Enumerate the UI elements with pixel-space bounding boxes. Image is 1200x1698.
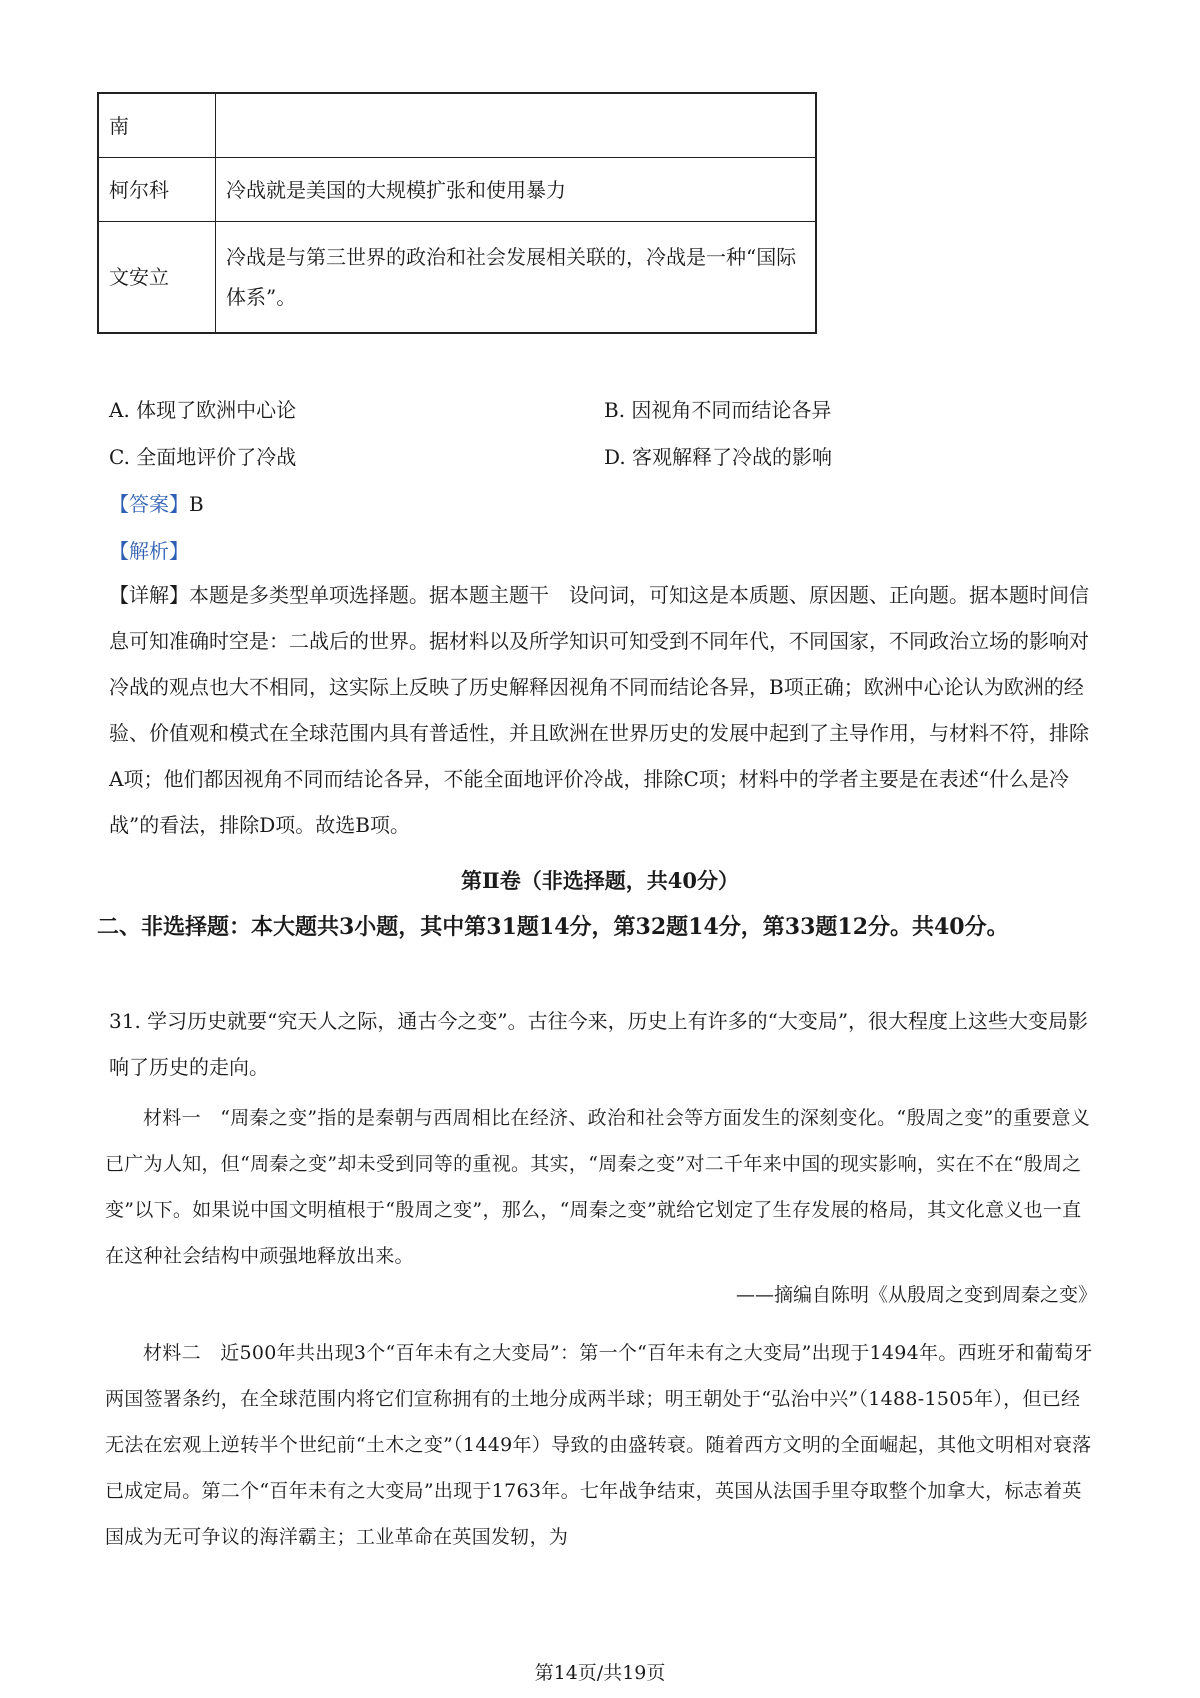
historian-views-table (97, 92, 817, 334)
detail-paragraph (109, 572, 1097, 848)
option-d: D. 客观解释了冷战的影响 (604, 445, 833, 469)
answer-value: B (189, 492, 204, 516)
section-heading: 二、非选择题：本大题共3小题，其中第31题14分，第32题14分，第33题12分。共40分。 (97, 914, 1009, 940)
historian-view: 冷战是与第三世界的政治和社会发展相关联的，冷战是一种“国际体系”。 (216, 222, 817, 334)
historian-name: 南 (98, 93, 216, 158)
table-row (98, 93, 816, 158)
material-2: 材料二 近500年共出现3个“百年未有之大变局”：第一个“百年未有之大变局”出现于1494年。西班牙和葡萄牙两国签署条约，在全球范围内将它们宣称拥有的土地分成两半球；明王朝处于“弘治中兴”（1488-1505年），但已经无法在宏观上逆转半个世纪前“土木之变”（1449年）导致的由盛转衰。随着西方文明的全面崛起，其他文明相对衰落已成定局。第二个“百年未有之大变局”出现于1763年。七年战争结束，英国从法国手里夺取整个加拿大，标志着英国成为无可争议的海洋霸主；工业革命在英国发轫，为 (105, 1342, 1093, 1548)
section-title: 第Ⅱ卷（非选择题，共40分） (461, 868, 739, 893)
historian-view (216, 93, 817, 158)
option-b: B. 因视角不同而结论各异 (604, 398, 832, 422)
table-row (98, 158, 816, 222)
material-1: 材料一 “周秦之变”指的是秦朝与西周相比在经济、政治和社会等方面发生的深刻变化。“殷周之变”的重要意义已广为人知，但“周秦之变”却未受到同等的重视。其实，“周秦之变”对二千年来中国的现实影响，实在不在“殷周之变”以下。如果说中国文明植根于“殷周之变”，那么，“周秦之变”就给它划定了生存发展的格局，其文化意义也一直在这种社会结构中顽强地释放出来。 (105, 1107, 1091, 1267)
option-c: C. 全面地评价了冷战 (109, 445, 297, 469)
table-row (98, 222, 816, 334)
historian-name: 柯尔科 (98, 158, 216, 222)
answer-tag: 【答案】 (109, 492, 189, 516)
detail-text: 本题是多类型单项选择题。据本题主题干 设问词，可知这是本质题、原因题、正向题。据本题时间信息可知准确时空是：二战后的世界。据材料以及所学知识可知受到不同年代，不同国家，不同政治立场的影响对冷战的观点也大不相同，这实际上反映了历史解释因视角不同而结论各异，B项正确；欧洲中心论认为欧洲的经验、价值观和模式在全球范围内具有普适性，并且欧洲在世界历史的发展中起到了主导作用，与材料不符，排除A项；他们都因视角不同而结论各异，不能全面地评价冷战，排除C项；材料中的学者主要是在表述“什么是冷战”的看法，排除D项。故选B项。 (109, 583, 1089, 837)
historian-view: 冷战就是美国的大规模扩张和使用暴力 (216, 158, 817, 222)
option-a: A. 体现了欧洲中心论 (109, 398, 297, 422)
material-1-source: ——摘编自陈明《从殷周之变到周秦之变》 (735, 1284, 1097, 1306)
page-footer: 第14页/共19页 (534, 1662, 666, 1684)
detail-tag: 【详解】 (109, 583, 189, 607)
analysis-tag: 【解析】 (109, 539, 189, 563)
historian-name: 文安立 (98, 222, 216, 334)
answer-line (109, 488, 204, 517)
question-31: 31. 学习历史就要“究天人之际，通古今之变”。古往今来，历史上有许多的“大变局”，很大程度上这些大变局影响了历史的走向。 (109, 1009, 1089, 1079)
